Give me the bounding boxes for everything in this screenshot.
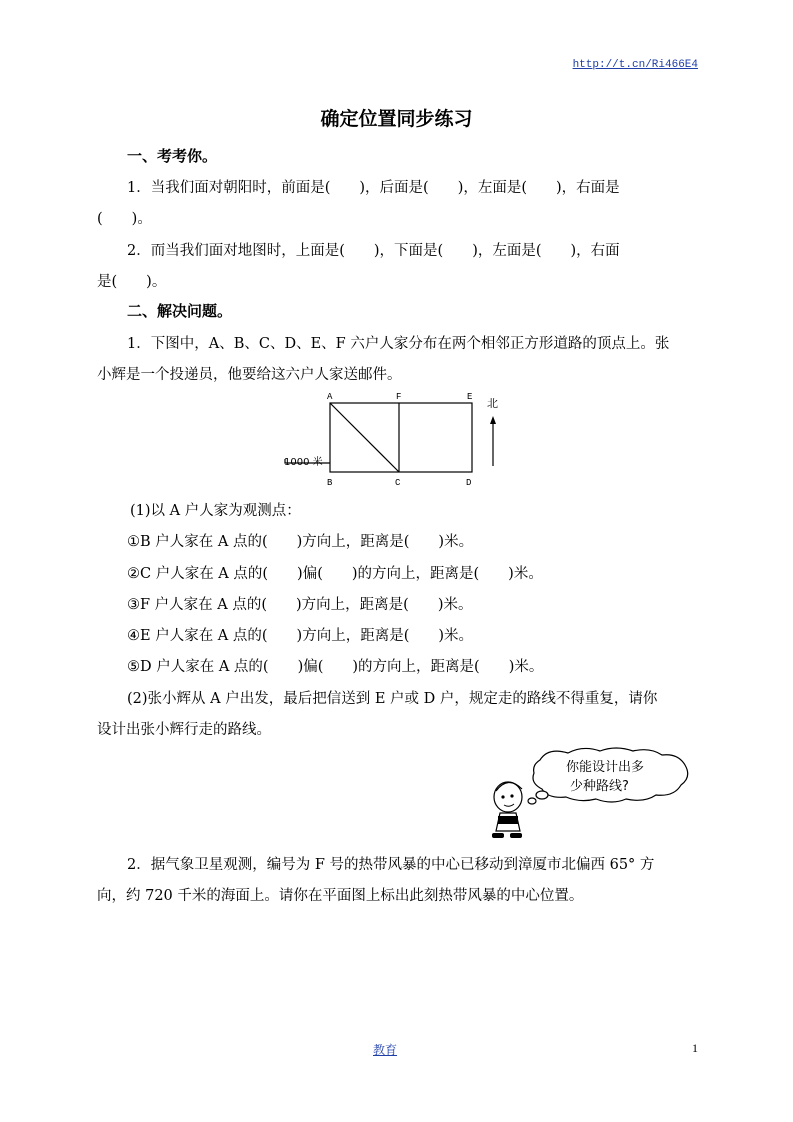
sub2-line1: (2)张小辉从 A 户出发，最后把信送到 E 户或 D 户，规定走的路线不得重复，请你 [127,691,658,707]
item-2: ②C 户人家在 A 点的( )偏( )的方向上，距离是( )米。 [127,566,543,582]
label-b: B [327,478,333,488]
thought-dot-large [536,791,548,799]
diagonal-road [330,403,399,472]
page-title: 确定位置同步练习 [320,108,473,130]
section1-heading: 一、考考你。 [127,147,218,165]
road-diagram [280,386,510,490]
sub2-line2: 设计出张小辉行走的路线。 [97,722,271,738]
squares-outline [330,403,472,472]
boy-head [494,782,522,812]
p1-line2: 小辉是一个投递员，他要给这六户人家送邮件。 [97,367,402,383]
header-link[interactable]: http://t.cn/Ri466E4 [572,59,698,71]
item-1: ①B 户人家在 A 点的( )方向上，距离是( )米。 [127,534,474,550]
sub1-heading: (1)以 A 户人家为观测点： [130,503,301,519]
q2-line2: 是( )。 [97,274,167,290]
p2-line1: 2．据气象卫星观测，编号为 F 号的热带风暴的中心已移动到漳厦市北偏西 65° 方 [127,857,655,873]
label-c: C [395,478,401,488]
item-5: ⑤D 户人家在 A 点的( )偏( )的方向上，距离是( )米。 [127,659,544,675]
footer-link[interactable]: 教育 [373,1043,398,1057]
bubble-line2: 少种路线? [570,779,629,794]
thought-dot-small [528,798,536,804]
bubble-line1: 你能设计出多 [566,760,645,775]
q2-line1: 2．而当我们面对地图时，上面是( )，下面是( )，左面是( )，右面 [127,243,620,259]
section2-heading: 二、解决问题。 [127,302,233,320]
label-a: A [327,392,333,402]
p2-line2: 向，约 720 千米的海面上。请你在平面图上标出此刻热带风暴的中心位置。 [97,888,584,904]
cartoon-boy-illustration [478,745,698,845]
p1-line1: 1．下图中，A、B、C、D、E、F 六户人家分布在两个相邻正方形道路的顶点上。张 [127,336,670,352]
q1-line1: 1．当我们面对朝阳时，前面是( )，后面是( )，左面是( )，右面是 [127,180,620,196]
q1-line2: ( )。 [97,211,152,227]
page-number: 1 [692,1041,698,1055]
north-arrow-head [490,416,496,424]
item-3: ③F 户人家在 A 点的( )方向上，距离是( )米。 [127,597,473,613]
label-e: E [467,392,473,402]
north-label: 北 [487,397,498,410]
item-4: ④E 户人家在 A 点的( )方向上，距离是( )米。 [127,628,474,644]
scale-label: 1000 米 [284,457,323,468]
label-f: F [396,392,402,402]
label-d: D [466,478,472,488]
